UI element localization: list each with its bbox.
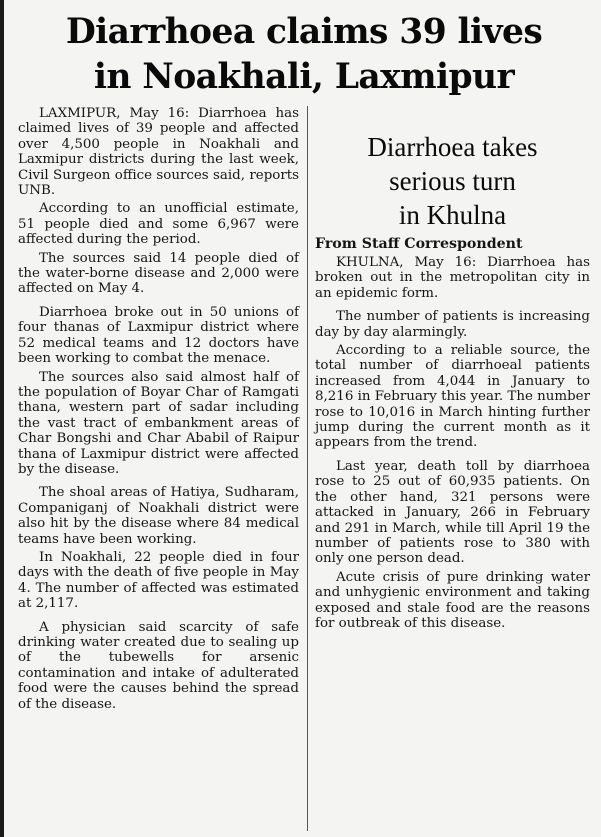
left-border-rule <box>0 0 4 837</box>
article1-paragraph-4: Diarrhoea broke out in 50 unions of four thanas of Laxmipur district where 52 medical teams and 12 doctors have been working to combat the menace. <box>18 304 299 367</box>
article2-dateline: KHULNA, May 16: <box>336 255 477 270</box>
article1-paragraph-8: A physician said scarcity of safe drinking water created due to sealing up of the tubewells for arsenic contamination and intake of adulterated food were the causes behind the spread of the disease. <box>18 619 299 712</box>
article1-paragraph-3: The sources said 14 people died of the water-borne disease and 2,000 were affected on May 4. <box>18 250 299 297</box>
article1-paragraph-7: In Noakhali, 22 people died in four days with the death of five people in May 4. The number of affected was estimated at 2,117. <box>18 549 299 612</box>
main-headline-line-1: Diarrhoea claims 39 lives <box>65 12 543 52</box>
article1-dateline: LAXMIPUR, May 16: <box>39 106 190 121</box>
article2-paragraph-5: Acute crisis of pure drinking water and unhygienic environment and taking exposed and stale food are the reasons for outbreak of this disease. <box>315 569 590 631</box>
main-headline <box>10 0 598 100</box>
second-headline-line-2: serious turn <box>389 166 516 196</box>
article1-paragraph-2: According to an unofficial estimate, 51 people died and some 6,967 were affected during the period. <box>18 201 299 248</box>
second-headline <box>315 130 590 232</box>
article1-paragraph-1: LAXMIPUR, May 16: Diarrhoea has claimed lives of 39 people and affected over 4,500 people in Noakhali and Laxmipur districts during the last week, Civil Surgeon office sources said, reports UNB. <box>18 106 299 199</box>
article1-paragraph-5: The sources also said almost half of the population of Boyar Char of Ramgati thana, western part of sadar including the vast tract of embankment areas of Char Bongshi and Char Ababil of Raipur thana of Laxmipur district were affected by the disease. <box>18 369 299 477</box>
main-headline-line-2: in Noakhali, Laxmipur <box>93 57 515 97</box>
left-column-article <box>18 106 299 712</box>
article2-paragraph-1: KHULNA, May 16: Diarrhoea has broken out in the metropolitan city in an epidemic form. <box>315 255 590 301</box>
article2-paragraph-2: The number of patients is increasing day by day alarmingly. <box>315 309 590 340</box>
second-headline-line-3: in Khulna <box>398 200 507 230</box>
article1-paragraph-6: The shoal areas of Hatiya, Sudharam, Companiganj of Noakhali district were also hit by the disease where 84 medical teams have been working. <box>18 485 299 547</box>
article2-paragraph-3: According to a reliable source, the total number of diarrhoeal patients increased from 4,044 in January to 8,216 in February this year. The number rose to 10,016 in March hinting further jump during the current month as it appears from the trend. <box>315 343 590 451</box>
article2-paragraph-4: Last year, death toll by diarrhoea rose to 25 out of 60,935 patients. On the other hand, 321 persons were attacked in January, 266 in February and 291 in March, while till April 19 the number of patients rose to 380 with only one person dead. <box>315 458 590 567</box>
column-divider <box>307 106 308 831</box>
newspaper-clipping <box>10 0 598 837</box>
second-headline-line-1: Diarrhoea takes <box>367 132 538 162</box>
byline: From Staff Correspondent <box>315 236 523 252</box>
right-column-article <box>315 116 590 631</box>
